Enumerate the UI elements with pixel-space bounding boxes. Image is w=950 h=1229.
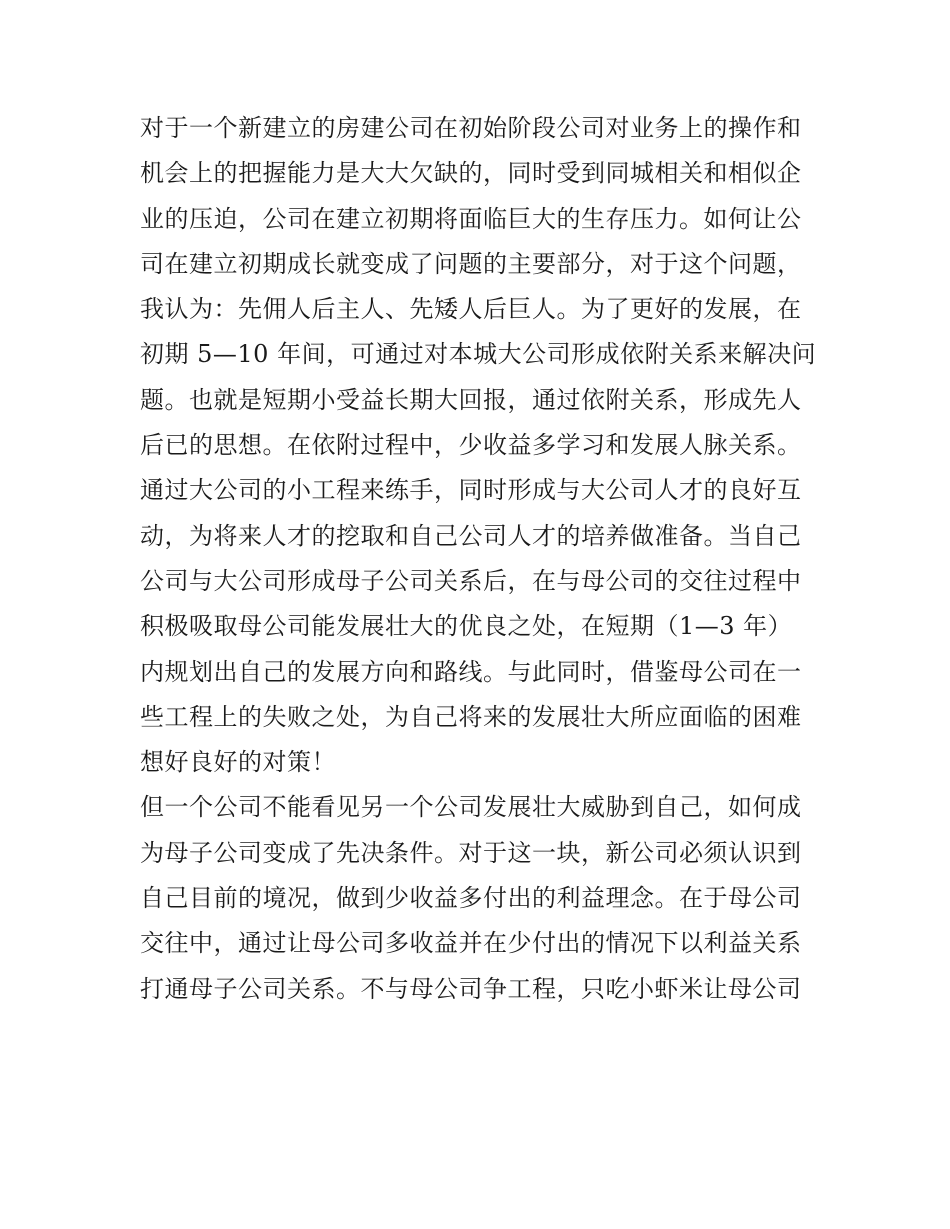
text-line: 些工程上的失败之处，为自己将来的发展壮大所应面临的困难 xyxy=(140,702,802,731)
text-line: 积极吸取母公司能发展壮大的优良之处，在短期（1—3 年） xyxy=(140,612,793,641)
text-line: 机会上的把握能力是大大欠缺的，同时受到同城相关和相似企 xyxy=(140,159,802,188)
text-line: 想好良好的对策！ xyxy=(140,748,336,777)
text-line: 动，为将来人才的挖取和自己公司人才的培养做准备。当自己 xyxy=(140,521,802,550)
text-line: 自己目前的境况，做到少收益多付出的利益理念。在于母公司 xyxy=(140,884,802,913)
text-line: 后已的思想。在依附过程中，少收益多学习和发展人脉关系。 xyxy=(140,431,802,460)
text-line: 题。也就是短期小受益长期大回报，通过依附关系，形成先人 xyxy=(140,385,802,414)
body-text xyxy=(140,106,820,1012)
text-line: 初期 5—10 年间，可通过对本城大公司形成依附关系来解决问 xyxy=(140,340,817,369)
text-line: 内规划出自己的发展方向和路线。与此同时，借鉴母公司在一 xyxy=(140,657,802,686)
text-line: 业的压迫，公司在建立初期将面临巨大的生存压力。如何让公 xyxy=(140,204,802,233)
text-line: 交往中，通过让母公司多收益并在少付出的情况下以利益关系 xyxy=(140,929,802,958)
text-line: 通过大公司的小工程来练手，同时形成与大公司人才的良好互 xyxy=(140,476,802,505)
text-line: 为母子公司变成了先决条件。对于这一块，新公司必须认识到 xyxy=(140,838,802,867)
text-line: 打通母子公司关系。不与母公司争工程，只吃小虾米让母公司 xyxy=(140,974,802,1003)
text-line: 但一个公司不能看见另一个公司发展壮大威胁到自己，如何成 xyxy=(140,793,802,822)
text-line: 司在建立初期成长就变成了问题的主要部分，对于这个问题， xyxy=(140,249,802,278)
text-line: 我认为：先佣人后主人、先矮人后巨人。为了更好的发展，在 xyxy=(140,295,802,324)
text-line: 公司与大公司形成母子公司关系后，在与母公司的交往过程中 xyxy=(140,566,802,595)
text-line: 对于一个新建立的房建公司在初始阶段公司对业务上的操作和 xyxy=(140,114,802,142)
